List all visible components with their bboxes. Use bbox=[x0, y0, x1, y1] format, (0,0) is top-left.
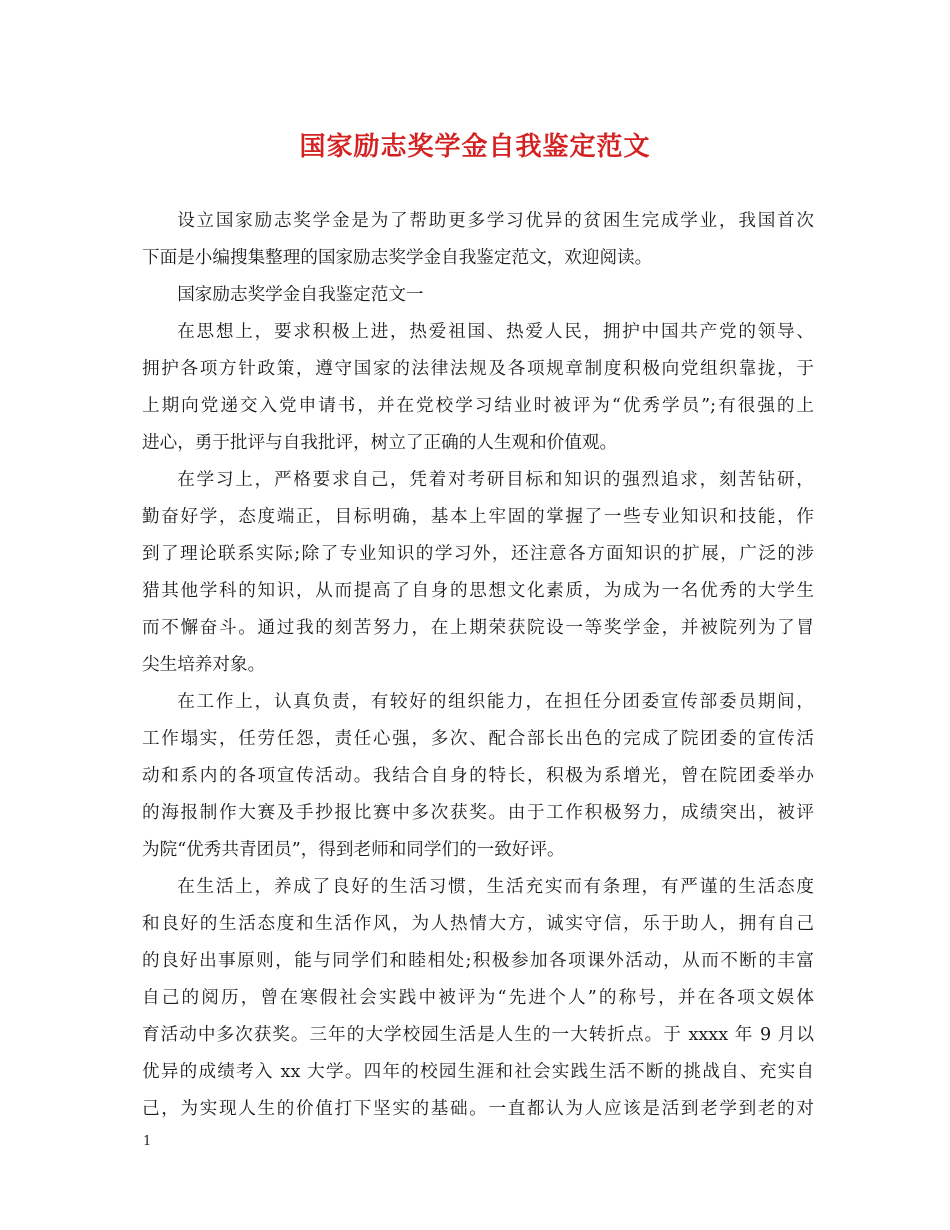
body-line: 拥护各项方针政策，遵守国家的法律法规及各项规章制度积极向党组织靠拢，于 bbox=[142, 359, 814, 379]
body-line: 在思想上，要求积极上进，热爱祖国、热爱人民，拥护中国共产党的领导、 bbox=[177, 322, 814, 342]
body-line: 动和系内的各项宣传活动。我结合自身的特长，积极为系增光，曾在院团委举办 bbox=[142, 766, 814, 786]
body-line: 在工作上，认真负责，有较好的组织能力，在担任分团委宣传部委员期间， bbox=[177, 692, 814, 712]
body-line: 勤奋好学，态度端正，目标明确，基本上牢固的掌握了一些专业知识和技能，作 bbox=[142, 507, 814, 527]
page-number: 1 bbox=[143, 1134, 152, 1149]
body-line: 自己的阅历，曾在寒假社会实践中被评为“先进个人”的称号，并在各项文娱体 bbox=[142, 988, 814, 1008]
body-line: 为院“优秀共青团员”，得到老师和同学们的一致好评。 bbox=[142, 840, 565, 860]
body-line: 在生活上，养成了良好的生活习惯，生活充实而有条理，有严谨的生活态度 bbox=[177, 877, 814, 897]
body-line: 进心，勇于批评与自我批评，树立了正确的人生观和价值观。 bbox=[142, 433, 618, 453]
body-line: 和良好的生活态度和生活作风，为人热情大方，诚实守信，乐于助人，拥有自己 bbox=[142, 914, 814, 934]
document-title: 国家励志奖学金自我鉴定范文 bbox=[299, 132, 651, 162]
body-line: 而不懈奋斗。通过我的刻苦努力，在上期荣获院设一等奖学金，并被院列为了冒 bbox=[142, 618, 814, 638]
body-line: 尖生培养对象。 bbox=[142, 655, 266, 675]
body-line: 到了理论联系实际;除了专业知识的学习外，还注意各方面知识的扩展，广泛的涉 bbox=[142, 544, 814, 564]
body-line: 在学习上，严格要求自己，凭着对考研目标和知识的强烈追求，刻苦钻研， bbox=[177, 470, 814, 490]
body-line: 育活动中多次获奖。三年的大学校园生活是人生的一大转折点。于 xxxx 年 9 月以 bbox=[142, 1025, 814, 1045]
body-line: 猎其他学科的知识，从而提高了自身的思想文化素质，为成为一名优秀的大学生 bbox=[142, 581, 814, 601]
body-line: 工作塌实，任劳任怨，责任心强，多次、配合部长出色的完成了院团委的宣传活 bbox=[142, 729, 814, 749]
body-line: 的良好出事原则，能与同学们和睦相处;积极参加各项课外活动，从而不断的丰富 bbox=[142, 951, 814, 971]
body-line: 国家励志奖学金自我鉴定范文一 bbox=[177, 285, 424, 305]
body-line: 优异的成绩考入 xx 大学。四年的校园生涯和社会实践生活不断的挑战自、充实自 bbox=[142, 1062, 814, 1082]
document-body bbox=[142, 203, 814, 1128]
body-line: 上期向党递交入党申请书，并在党校学习结业时被评为“优秀学员”;有很强的上 bbox=[142, 396, 814, 416]
body-line: 己，为实现人生的价值打下坚实的基础。一直都认为人应该是活到老学到老的对 bbox=[142, 1099, 814, 1119]
body-line: 下面是小编搜集整理的国家励志奖学金自我鉴定范文，欢迎阅读。 bbox=[142, 248, 653, 268]
body-line: 的海报制作大赛及手抄报比赛中多次获奖。由于工作积极努力，成绩突出，被评 bbox=[142, 803, 814, 823]
body-line: 设立国家励志奖学金是为了帮助更多学习优异的贫困生完成学业，我国首次 bbox=[177, 211, 814, 231]
